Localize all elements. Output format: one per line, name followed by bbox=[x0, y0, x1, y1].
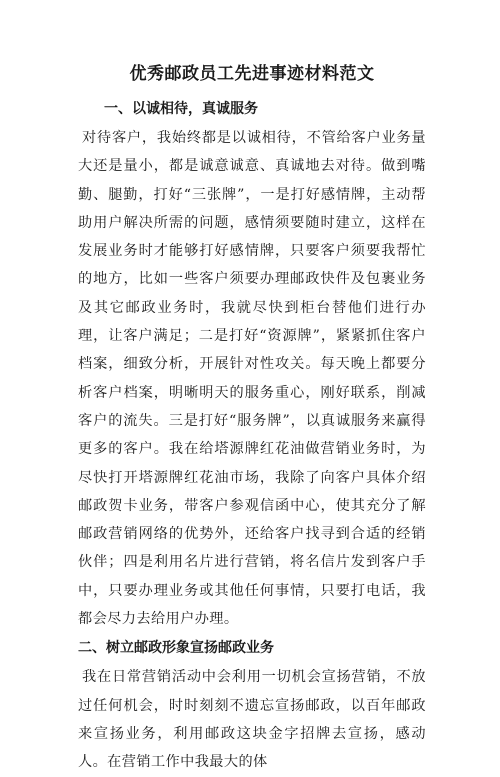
section-heading: 二、树立邮政形象宣扬邮政业务 bbox=[78, 640, 274, 657]
document-title: 优秀邮政员工先进事迹材料范文 bbox=[129, 64, 375, 84]
section-paragraph: 我在日常营销活动中会利用一切机会宣扬营销，不放过任何机会，时时刻刻不遗忘宣扬邮政，以百年邮政来宣扬业务，利用邮政这块金字招牌去宣扬，感动人。在营销工作中我最大的体 bbox=[78, 669, 426, 771]
section-heading: 一、以诚相待，真诚服务 bbox=[104, 101, 258, 117]
section-2 bbox=[78, 633, 426, 776]
section-1 bbox=[78, 94, 426, 633]
section-paragraph: 对待客户，我始终都是以诚相待，不管给客户业务量大还是量小，都是诚意诚意、真诚地去对待。做到嘴勤、腿勤，打好“三张牌”，一是打好感情牌，主动帮助用户解决所需的问题，感情须要随时建立，这样在发展业务时才能够打好感情牌，只要客户须要我帮忙的地方，比如一些客户须要办理邮政快件及包裹业务及其它邮政业务时，我就尽快到柜台替他们进行办理，让客户满足；二是打好“资源牌”，紧紧抓住客户档案，细致分析，开展针对性攻关。每天晚上都要分析客户档案，明晰明天的服务重心，刚好联系，削减客户的流失。三是打好“服务牌”，以真诚服务来赢得更多的客户。我在给塔源牌红花油做营销业务时，为尽快打开塔源牌红花油市场，我除了向客户具体介绍邮政贺卡业务，带客户参观信函中心，使其充分了解邮政营销网络的优势外，还给客户找寻到合适的经销伙伴；四是利用名片进行营销，将名信片发到客户手中，只要办理业务或其他任何事情，只要打电话，我都会尽力去给用户办理。 bbox=[78, 130, 426, 628]
